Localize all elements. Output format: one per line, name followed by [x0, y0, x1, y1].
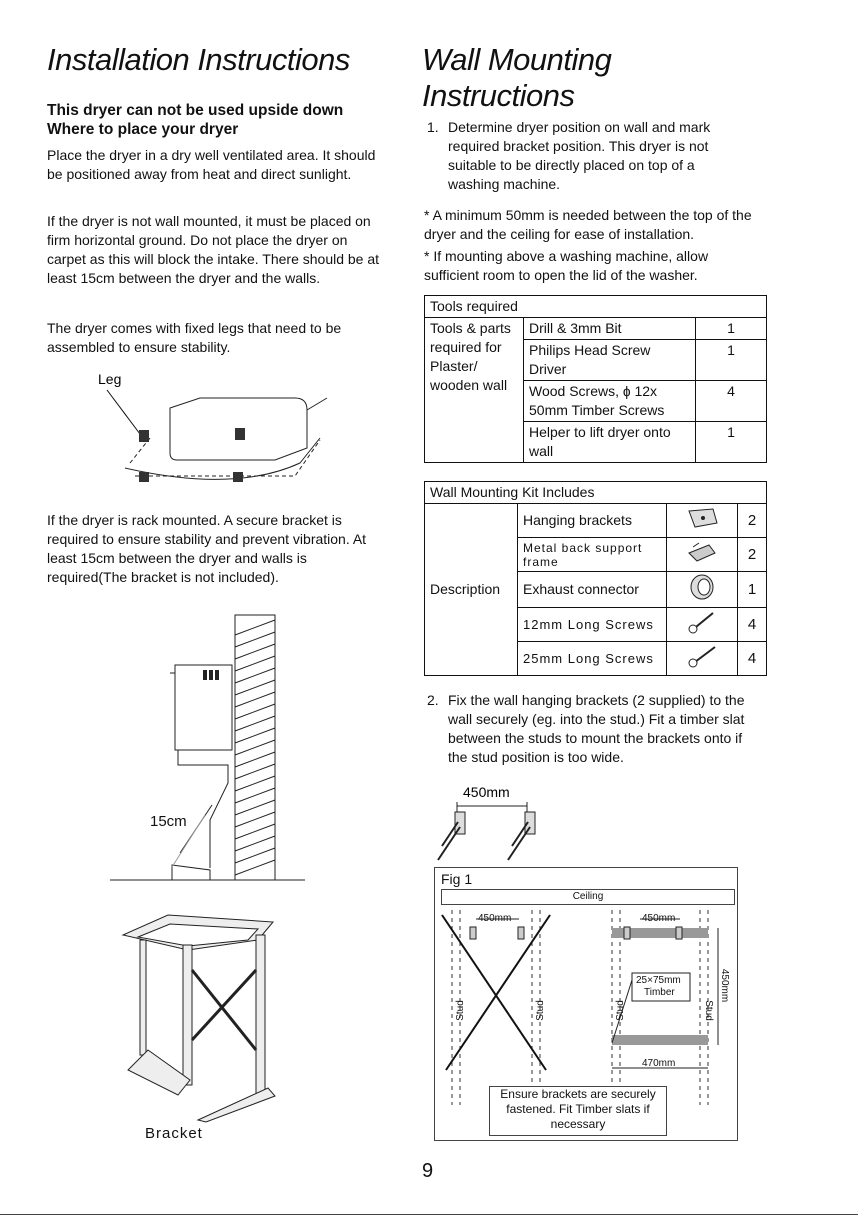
- note-washer: * If mounting above a washing machine, allow sufficient room to open the lid of the washer.: [424, 248, 709, 283]
- kit-group-label: Description: [425, 504, 518, 676]
- fig-dim-label-2: 450mm: [642, 913, 676, 924]
- tool-item: Philips Head Screw Driver: [524, 340, 696, 381]
- tools-group-label: Tools & parts required for Plaster/ wooden wall: [425, 318, 524, 463]
- bracket-spacing-illustration: [430, 782, 550, 867]
- width-dim-label: 470mm: [642, 1058, 676, 1069]
- page-number: 9: [422, 1160, 434, 1182]
- kit-item: Exhaust connector: [518, 572, 667, 608]
- page-divider: [0, 1214, 858, 1215]
- dryer-legs-illustration: [95, 368, 335, 498]
- stud-label: Stud: [702, 1000, 714, 1021]
- paragraph-ground: If the dryer is not wall mounted, it must be placed on firm horizontal ground. Do not place the dryer on carpet as this will block the intake. There should be at least 15cm between the dryer and the walls.: [47, 213, 380, 286]
- wall-mounting-title-line2: Instructions: [422, 78, 575, 113]
- paragraph-rack: If the dryer is rack mounted. A secure bracket is required to ensure stability and prevent vibration. At least 15cm between the dryer and walls is required(The bracket is not included).: [47, 512, 367, 585]
- vertical-dim-label: 450mm: [719, 968, 731, 1003]
- tool-item: Helper to lift dryer onto wall: [524, 422, 696, 463]
- table-row: [425, 504, 767, 538]
- tool-qty: 1: [696, 340, 767, 381]
- note-ceiling: * A minimum 50mm is needed between the top of the dryer and the ceiling for ease of installation.: [424, 207, 752, 242]
- step2-number: 2.: [427, 692, 439, 708]
- kit-header: Wall Mounting Kit Includes: [425, 482, 767, 504]
- step1-text: Determine dryer position on wall and mark required bracket position. This dryer is not suitable to be directly placed on top of a washing machine.: [448, 119, 711, 192]
- tool-item: Wood Screws, ɸ 12x 50mm Timber Screws: [524, 381, 696, 422]
- kit-item: Metal back support frame: [518, 538, 667, 572]
- rack-bracket-illustration: [118, 910, 278, 1125]
- screw-icon: [667, 642, 738, 676]
- wall-clearance-illustration: [110, 605, 305, 885]
- screw-icon: [667, 608, 738, 642]
- tool-qty: 1: [696, 318, 767, 340]
- tool-qty: 4: [696, 381, 767, 422]
- stud-label: Stud: [454, 1000, 466, 1021]
- table-row: [425, 318, 767, 340]
- tools-table: [424, 295, 767, 463]
- ceiling-label: Ceiling: [441, 889, 735, 905]
- kit-qty: 2: [738, 504, 767, 538]
- wall-mounting-title-line1: Wall Mounting: [422, 42, 612, 77]
- tool-item: Drill & 3mm Bit: [524, 318, 696, 340]
- connector-icon: [667, 572, 738, 608]
- upside-down-warning: This dryer can not be used upside down: [47, 102, 344, 119]
- kit-qty: 2: [738, 538, 767, 572]
- kit-item: 12mm Long Screws: [518, 608, 667, 642]
- stud-label: Stud: [614, 1000, 626, 1021]
- placement-subtitle: Where to place your dryer: [47, 121, 239, 138]
- kit-qty: 4: [738, 608, 767, 642]
- frame-icon: [667, 538, 738, 572]
- fig-dim-label-1: 450mm: [478, 913, 512, 924]
- clearance-label: 15cm: [150, 813, 187, 830]
- timber-label: Timber: [644, 987, 675, 998]
- stud-layout-diagram: [436, 905, 734, 1105]
- leg-label: Leg: [98, 371, 122, 387]
- paragraph-legs: The dryer comes with fixed legs that need to be assembled to ensure stability.: [47, 320, 342, 355]
- bracket-label: Bracket: [145, 1125, 203, 1142]
- tool-qty: 1: [696, 422, 767, 463]
- spacing-label: 450mm: [463, 784, 510, 800]
- kit-item: Hanging brackets: [518, 504, 667, 538]
- paragraph-location: Place the dryer in a dry well ventilated area. It should be positioned away from heat and direct sunlight.: [47, 147, 376, 182]
- kit-qty: 1: [738, 572, 767, 608]
- bracket-icon: [667, 504, 738, 538]
- kit-qty: 4: [738, 642, 767, 676]
- fig1-title: Fig 1: [441, 871, 473, 887]
- tools-header: Tools required: [425, 296, 767, 318]
- timber-size-label: 25×75mm: [636, 975, 681, 986]
- fig-note: Ensure brackets are securely fastened. Fit Timber slats if necessary: [489, 1086, 667, 1136]
- step1-number: 1.: [427, 119, 439, 135]
- step2-text: Fix the wall hanging brackets (2 supplied) to the wall securely (eg. into the stud.) Fit a timber slat between the studs to mount the brackets onto if the stud position is too wide.: [448, 692, 745, 765]
- kit-table: [424, 481, 767, 676]
- stud-label: Stud: [534, 1000, 546, 1021]
- kit-item: 25mm Long Screws: [518, 642, 667, 676]
- installation-title: Installation Instructions: [47, 42, 350, 77]
